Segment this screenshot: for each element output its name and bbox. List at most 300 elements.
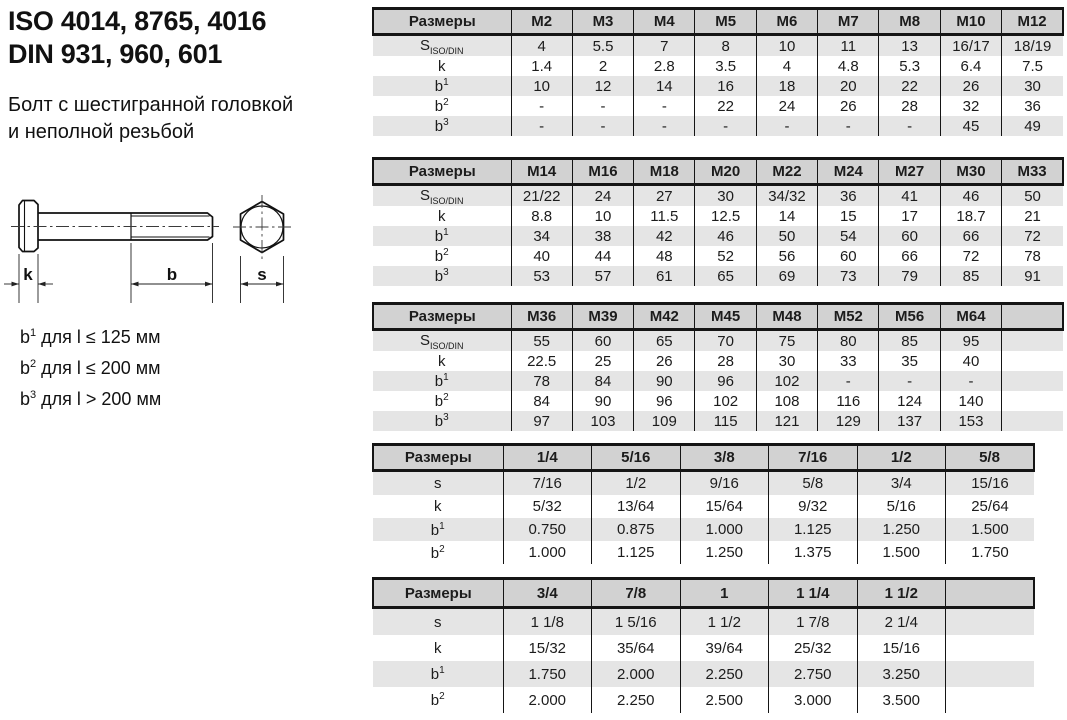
column-header-m52: M52 — [818, 304, 879, 330]
value-cell: - — [818, 116, 879, 136]
value-cell: 96 — [634, 391, 695, 411]
value-cell: 4 — [756, 56, 817, 76]
value-cell — [946, 608, 1035, 636]
value-cell — [1002, 411, 1063, 431]
table-row — [373, 76, 1063, 96]
value-cell: 18 — [756, 76, 817, 96]
value-cell: 85 — [940, 266, 1001, 286]
value-cell: 1.500 — [857, 541, 946, 564]
value-cell: 36 — [1002, 96, 1063, 116]
value-cell: 1 7/8 — [769, 608, 858, 636]
value-cell: 2 — [572, 56, 633, 76]
value-cell: 55 — [511, 330, 572, 352]
value-cell: 60 — [818, 246, 879, 266]
value-cell: - — [572, 116, 633, 136]
column-header-m3: M3 — [572, 9, 633, 35]
value-cell: 25/64 — [946, 495, 1035, 518]
title-din: DIN 931, 960, 601 — [8, 39, 223, 69]
header-row — [373, 159, 1063, 185]
row-label-b2: $b^2$ — [430, 691, 445, 709]
footnotes — [20, 320, 161, 413]
title-iso: ISO 4014, 8765, 4016 — [8, 6, 267, 36]
table-row — [373, 541, 1034, 564]
value-cell: 79 — [879, 266, 940, 286]
value-cell: - — [879, 116, 940, 136]
value-cell: 1 5/16 — [592, 608, 681, 636]
value-cell: 153 — [940, 411, 1001, 431]
value-cell: 25/32 — [769, 635, 858, 661]
value-cell: 2.000 — [592, 661, 681, 687]
row-label-b1: $b^1$ — [430, 520, 445, 539]
row-label-b2: $b^2$ — [434, 247, 449, 265]
value-cell: 2 1/4 — [857, 608, 946, 636]
table-metric-m36-m64 — [372, 302, 1064, 431]
value-cell: 16/17 — [940, 35, 1001, 57]
value-cell: 1.125 — [592, 541, 681, 564]
value-cell: 27 — [634, 185, 695, 207]
value-cell: 35 — [879, 351, 940, 371]
column-header-5-8: 5/8 — [946, 445, 1035, 471]
value-cell: 4.8 — [818, 56, 879, 76]
value-cell: 78 — [1002, 246, 1063, 266]
value-cell: 5.3 — [879, 56, 940, 76]
column-header-m6: M6 — [756, 9, 817, 35]
value-cell: - — [511, 96, 572, 116]
value-cell: 90 — [572, 391, 633, 411]
value-cell: 30 — [1002, 76, 1063, 96]
value-cell: 28 — [879, 96, 940, 116]
value-cell: - — [634, 116, 695, 136]
value-cell: 2.250 — [592, 687, 681, 713]
value-cell: 11.5 — [634, 206, 695, 226]
column-header-m27: M27 — [879, 159, 940, 185]
row-label-s: s — [434, 475, 442, 492]
dim-label-s: s — [257, 265, 267, 284]
column-header-m30: M30 — [940, 159, 1001, 185]
value-cell: 1.500 — [946, 518, 1035, 541]
column-header-1-4: 1/4 — [503, 445, 592, 471]
table-row — [373, 371, 1063, 391]
table-metric-m2-m12 — [372, 7, 1064, 136]
value-cell: 26 — [940, 76, 1001, 96]
value-cell: 3/4 — [857, 471, 946, 496]
value-cell: 46 — [695, 226, 756, 246]
table-row — [373, 608, 1034, 636]
row-label-b1: $b^1$ — [434, 372, 449, 390]
header-sizes-label: Размеры — [373, 304, 511, 330]
value-cell: 66 — [940, 226, 1001, 246]
value-cell: 4 — [511, 35, 572, 57]
value-cell: 39/64 — [680, 635, 769, 661]
value-cell: 18/19 — [1002, 35, 1063, 57]
value-cell: 7.5 — [1002, 56, 1063, 76]
value-cell: 9/16 — [680, 471, 769, 496]
value-cell: 17 — [879, 206, 940, 226]
value-cell: 1.750 — [503, 661, 592, 687]
dim-label-k: k — [23, 265, 33, 284]
value-cell: 102 — [756, 371, 817, 391]
value-cell: 0.750 — [503, 518, 592, 541]
value-cell: 103 — [572, 411, 633, 431]
value-cell: 5.5 — [572, 35, 633, 57]
value-cell — [1002, 391, 1063, 411]
header-sizes-label: Размеры — [373, 445, 503, 471]
column-header-m42: M42 — [634, 304, 695, 330]
value-cell: 14 — [634, 76, 695, 96]
value-cell: 137 — [879, 411, 940, 431]
header-sizes-label: Размеры — [373, 579, 503, 608]
table-row — [373, 116, 1063, 136]
value-cell: 52 — [695, 246, 756, 266]
value-cell: 73 — [818, 266, 879, 286]
column-header-7-8: 7/8 — [592, 579, 681, 608]
column-header-m12: M12 — [1002, 9, 1063, 35]
table-row — [373, 226, 1063, 246]
value-cell: 65 — [634, 330, 695, 352]
value-cell — [946, 635, 1035, 661]
value-cell: 40 — [940, 351, 1001, 371]
value-cell: 16 — [695, 76, 756, 96]
column-header-m7: M7 — [818, 9, 879, 35]
value-cell: 26 — [818, 96, 879, 116]
column-header-m4: M4 — [634, 9, 695, 35]
column-header-m18: M18 — [634, 159, 695, 185]
table-row — [373, 56, 1063, 76]
column-header-m48: M48 — [756, 304, 817, 330]
value-cell: 5/8 — [769, 471, 858, 496]
row-label-b2: $b^2$ — [430, 543, 445, 562]
value-cell: 25 — [572, 351, 633, 371]
row-label-k: k — [438, 207, 446, 225]
table-row — [373, 411, 1063, 431]
bolt-head-side-view — [19, 201, 38, 252]
value-cell: 30 — [756, 351, 817, 371]
table-row — [373, 351, 1063, 371]
value-cell: 3.000 — [769, 687, 858, 713]
value-cell: 80 — [818, 330, 879, 352]
table-row — [373, 206, 1063, 226]
table-row — [373, 495, 1034, 518]
value-cell: 8.8 — [511, 206, 572, 226]
value-cell: 26 — [634, 351, 695, 371]
value-cell: 28 — [695, 351, 756, 371]
row-label-s-iso-din: $S_{ISO/DIN}$ — [419, 186, 464, 206]
table-row — [373, 661, 1034, 687]
value-cell: 32 — [940, 96, 1001, 116]
subtitle-line-2: и неполной резьбой — [8, 121, 195, 143]
value-cell: 24 — [572, 185, 633, 207]
value-cell: 15/16 — [946, 471, 1035, 496]
column-header-empty — [946, 579, 1035, 608]
value-cell: 69 — [756, 266, 817, 286]
value-cell: - — [756, 116, 817, 136]
value-cell: - — [940, 371, 1001, 391]
column-header-1-2: 1/2 — [857, 445, 946, 471]
dimension-lines — [4, 243, 284, 303]
value-cell: 60 — [879, 226, 940, 246]
value-cell: 50 — [756, 226, 817, 246]
value-cell — [946, 687, 1035, 713]
column-header-m45: M45 — [695, 304, 756, 330]
value-cell: 13 — [879, 35, 940, 57]
value-cell: 2.500 — [680, 687, 769, 713]
value-cell: 3.5 — [695, 56, 756, 76]
value-cell: 10 — [756, 35, 817, 57]
value-cell: 124 — [879, 391, 940, 411]
value-cell: 40 — [511, 246, 572, 266]
row-label-k: k — [438, 57, 446, 75]
value-cell: 56 — [756, 246, 817, 266]
row-label-b3: $b^3$ — [434, 412, 449, 430]
column-header-1-1-2: 1 1/2 — [857, 579, 946, 608]
value-cell: 96 — [695, 371, 756, 391]
value-cell: - — [695, 116, 756, 136]
value-cell: 1 1/8 — [503, 608, 592, 636]
value-cell: 70 — [695, 330, 756, 352]
row-label-k: k — [434, 498, 442, 515]
column-header-1-1-4: 1 1/4 — [769, 579, 858, 608]
value-cell: 22 — [695, 96, 756, 116]
row-label-s-iso-din: $S_{ISO/DIN}$ — [419, 36, 464, 56]
value-cell: 5/32 — [503, 495, 592, 518]
column-header-3-8: 3/8 — [680, 445, 769, 471]
table-metric-m14-m33 — [372, 157, 1064, 286]
value-cell: 34 — [511, 226, 572, 246]
value-cell: 5/16 — [857, 495, 946, 518]
value-cell: 109 — [634, 411, 695, 431]
value-cell: 24 — [756, 96, 817, 116]
column-header-m39: M39 — [572, 304, 633, 330]
column-header-empty — [1002, 304, 1063, 330]
centerlines — [11, 195, 291, 259]
value-cell: 6.4 — [940, 56, 1001, 76]
value-cell: 48 — [634, 246, 695, 266]
value-cell: 9/32 — [769, 495, 858, 518]
row-label-b3: $b^3$ — [434, 267, 449, 285]
column-header-7-16: 7/16 — [769, 445, 858, 471]
value-cell: 46 — [940, 185, 1001, 207]
value-cell: 1.000 — [503, 541, 592, 564]
table-row — [373, 246, 1063, 266]
value-cell: 3.250 — [857, 661, 946, 687]
value-cell: 44 — [572, 246, 633, 266]
row-label-b3: $b^3$ — [434, 117, 449, 135]
value-cell — [1002, 330, 1063, 352]
column-header-m64: M64 — [940, 304, 1001, 330]
value-cell: 140 — [940, 391, 1001, 411]
value-cell: 42 — [634, 226, 695, 246]
column-header-m24: M24 — [818, 159, 879, 185]
column-header-5-16: 5/16 — [592, 445, 681, 471]
header-row — [373, 445, 1034, 471]
value-cell: 84 — [511, 391, 572, 411]
value-cell: 72 — [1002, 226, 1063, 246]
value-cell: 34/32 — [756, 185, 817, 207]
value-cell: 72 — [940, 246, 1001, 266]
row-label-k: k — [434, 639, 442, 657]
table-row — [373, 635, 1034, 661]
value-cell: 57 — [572, 266, 633, 286]
value-cell: 41 — [879, 185, 940, 207]
value-cell: 78 — [511, 371, 572, 391]
value-cell: 22 — [879, 76, 940, 96]
footnote-b3: $b^3$ для l > 200 мм — [20, 389, 162, 409]
value-cell: 1.750 — [946, 541, 1035, 564]
page-subtitle — [8, 92, 293, 146]
value-cell: 30 — [695, 185, 756, 207]
column-header-m8: M8 — [879, 9, 940, 35]
value-cell: 45 — [940, 116, 1001, 136]
row-label-b1: $b^1$ — [434, 77, 449, 95]
header-sizes-label: Размеры — [373, 9, 511, 35]
value-cell: - — [634, 96, 695, 116]
value-cell: 2.750 — [769, 661, 858, 687]
table-row — [373, 391, 1063, 411]
row-label-s: s — [434, 613, 442, 631]
value-cell: 61 — [634, 266, 695, 286]
value-cell: 38 — [572, 226, 633, 246]
value-cell: 121 — [756, 411, 817, 431]
value-cell: 102 — [695, 391, 756, 411]
column-header-m20: M20 — [695, 159, 756, 185]
value-cell: 15 — [818, 206, 879, 226]
value-cell: 12 — [572, 76, 633, 96]
value-cell: - — [511, 116, 572, 136]
table-row — [373, 266, 1063, 286]
value-cell: 53 — [511, 266, 572, 286]
value-cell: 21 — [1002, 206, 1063, 226]
value-cell: 0.875 — [592, 518, 681, 541]
row-label-b2: $b^2$ — [434, 97, 449, 115]
value-cell: 1.000 — [680, 518, 769, 541]
row-label-b1: $b^1$ — [434, 227, 449, 245]
table-row — [373, 330, 1063, 352]
value-cell: 36 — [818, 185, 879, 207]
value-cell: 90 — [634, 371, 695, 391]
value-cell: 85 — [879, 330, 940, 352]
value-cell: 60 — [572, 330, 633, 352]
value-cell: 15/32 — [503, 635, 592, 661]
value-cell: 22.5 — [511, 351, 572, 371]
value-cell: 18.7 — [940, 206, 1001, 226]
value-cell: 75 — [756, 330, 817, 352]
column-header-1: 1 — [680, 579, 769, 608]
value-cell: 108 — [756, 391, 817, 411]
value-cell: 1.250 — [857, 518, 946, 541]
row-label-k: k — [438, 352, 446, 370]
value-cell: 7 — [634, 35, 695, 57]
value-cell: 14 — [756, 206, 817, 226]
value-cell: 2.8 — [634, 56, 695, 76]
value-cell: 2.250 — [680, 661, 769, 687]
value-cell — [946, 661, 1035, 687]
value-cell: 8 — [695, 35, 756, 57]
header-sizes-label: Размеры — [373, 159, 511, 185]
column-header-m33: M33 — [1002, 159, 1063, 185]
value-cell: 35/64 — [592, 635, 681, 661]
value-cell: 54 — [818, 226, 879, 246]
bolt-drawing — [0, 185, 320, 310]
column-header-m10: M10 — [940, 9, 1001, 35]
column-header-3-4: 3/4 — [503, 579, 592, 608]
value-cell: 7/16 — [503, 471, 592, 496]
value-cell: 91 — [1002, 266, 1063, 286]
table-imperial-quarter-to-5-8 — [372, 443, 1035, 564]
dim-label-b: b — [166, 265, 178, 284]
value-cell: 2.000 — [503, 687, 592, 713]
value-cell: 15/16 — [857, 635, 946, 661]
column-header-m14: M14 — [511, 159, 572, 185]
value-cell: 65 — [695, 266, 756, 286]
footnote-b1: $b^1$ для l ≤ 125 мм — [20, 327, 161, 347]
value-cell: - — [879, 371, 940, 391]
column-header-m22: M22 — [756, 159, 817, 185]
value-cell: 3.500 — [857, 687, 946, 713]
value-cell: 11 — [818, 35, 879, 57]
value-cell: 12.5 — [695, 206, 756, 226]
value-cell: 97 — [511, 411, 572, 431]
value-cell: 95 — [940, 330, 1001, 352]
header-row — [373, 579, 1034, 608]
value-cell: 1 1/2 — [680, 608, 769, 636]
value-cell: - — [818, 371, 879, 391]
row-label-b1: $b^1$ — [430, 665, 445, 683]
column-header-m36: M36 — [511, 304, 572, 330]
table-row — [373, 96, 1063, 116]
value-cell: 20 — [818, 76, 879, 96]
column-header-m16: M16 — [572, 159, 633, 185]
value-cell: - — [572, 96, 633, 116]
value-cell: 50 — [1002, 185, 1063, 207]
column-header-m5: M5 — [695, 9, 756, 35]
row-label-b2: $b^2$ — [434, 392, 449, 410]
value-cell — [1002, 351, 1063, 371]
table-row — [373, 687, 1034, 713]
value-cell: 21/22 — [511, 185, 572, 207]
value-cell: 49 — [1002, 116, 1063, 136]
value-cell: 1.250 — [680, 541, 769, 564]
table-row — [373, 471, 1034, 496]
value-cell: 1.125 — [769, 518, 858, 541]
value-cell: 1.4 — [511, 56, 572, 76]
value-cell: 33 — [818, 351, 879, 371]
table-row — [373, 185, 1063, 207]
subtitle-line-1: Болт с шестигранной головкой — [8, 94, 294, 116]
page-title — [8, 5, 266, 71]
value-cell: 129 — [818, 411, 879, 431]
value-cell: 115 — [695, 411, 756, 431]
table-row — [373, 518, 1034, 541]
value-cell — [1002, 371, 1063, 391]
value-cell: 66 — [879, 246, 940, 266]
value-cell: 1/2 — [592, 471, 681, 496]
column-header-m2: M2 — [511, 9, 572, 35]
footnote-b2: $b^2$ для l ≤ 200 мм — [20, 358, 161, 378]
table-imperial-3-4-to-1-1-2 — [372, 577, 1035, 713]
row-label-s-iso-din: $S_{ISO/DIN}$ — [419, 331, 464, 351]
value-cell: 84 — [572, 371, 633, 391]
header-row — [373, 9, 1063, 35]
value-cell: 10 — [572, 206, 633, 226]
column-header-m56: M56 — [879, 304, 940, 330]
table-row — [373, 35, 1063, 57]
value-cell: 13/64 — [592, 495, 681, 518]
value-cell: 116 — [818, 391, 879, 411]
value-cell: 15/64 — [680, 495, 769, 518]
value-cell: 10 — [511, 76, 572, 96]
header-row — [373, 304, 1063, 330]
value-cell: 1.375 — [769, 541, 858, 564]
